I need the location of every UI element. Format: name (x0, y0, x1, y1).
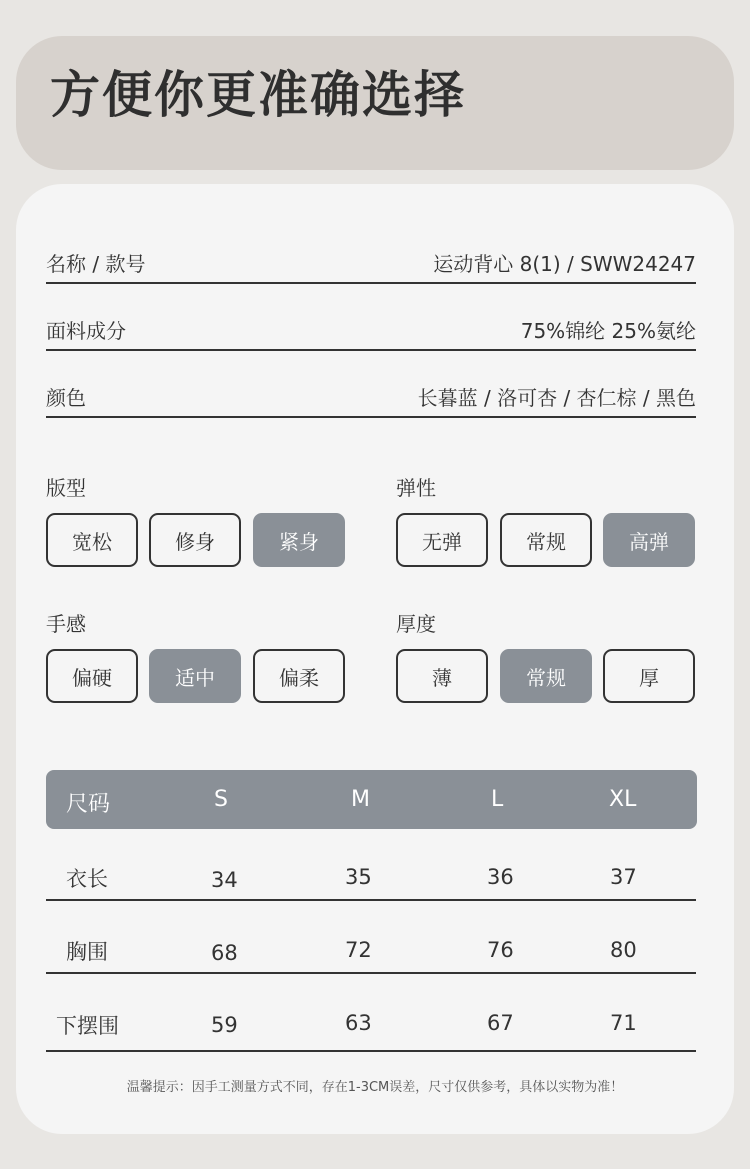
elasticity-option-normal: 常规 (500, 513, 592, 567)
table-cell: 63 (345, 1011, 372, 1035)
thickness-option-thick: 厚 (603, 649, 695, 703)
thickness-option-normal: 常规 (500, 649, 592, 703)
table-cell: 68 (211, 941, 238, 965)
header-cell: L (491, 787, 504, 812)
table-cell: 36 (487, 865, 514, 889)
table-row (46, 827, 696, 901)
row-label: 衣长 (66, 867, 108, 891)
table-cell: 76 (487, 938, 514, 962)
table-cell: 72 (345, 938, 372, 962)
info-value: 长暮蓝 / 洛可杏 / 杏仁棕 / 黑色 (417, 386, 696, 410)
header-cell: M (351, 787, 370, 812)
info-key: 颜色 (46, 386, 86, 410)
fit-label: 版型 (46, 476, 86, 500)
fit-option-slim: 修身 (149, 513, 241, 567)
header-cell: 尺码 (66, 792, 111, 817)
size-table-header (46, 770, 697, 829)
table-row (46, 978, 696, 1052)
hand-feel-label: 手感 (46, 612, 86, 636)
table-cell: 37 (610, 865, 637, 889)
elasticity-option-none: 无弹 (396, 513, 488, 567)
row-label: 胸围 (66, 940, 108, 964)
fit-option-loose: 宽松 (46, 513, 138, 567)
info-value: 运动背心 8(1) / SWW24247 (433, 252, 696, 276)
table-row (46, 900, 696, 974)
elasticity-option-high: 高弹 (603, 513, 695, 567)
measurement-note: 温馨提示：因手工测量方式不同，存在1-3CM误差，尺寸仅供参考，具体以实物为准！ (126, 1080, 624, 1095)
info-key: 面料成分 (46, 319, 126, 343)
hand-feel-option-hard: 偏硬 (46, 649, 138, 703)
hand-feel-option-soft: 偏柔 (253, 649, 345, 703)
info-key: 名称 / 款号 (46, 252, 146, 276)
table-cell: 80 (610, 938, 637, 962)
thickness-label: 厚度 (396, 612, 436, 636)
row-label: 下摆围 (56, 1014, 119, 1038)
elasticity-label: 弹性 (396, 476, 436, 500)
info-value: 75%锦纶 25%氨纶 (520, 319, 696, 343)
table-cell: 59 (211, 1013, 238, 1037)
hand-feel-option-medium: 适中 (149, 649, 241, 703)
table-cell: 35 (345, 865, 372, 889)
info-row-name (46, 248, 696, 284)
table-cell: 67 (487, 1011, 514, 1035)
table-cell: 34 (211, 868, 238, 892)
page-title: 方便你更准确选择 (50, 66, 466, 124)
fit-option-tight: 紧身 (253, 513, 345, 567)
table-cell: 71 (610, 1011, 637, 1035)
info-row-color (46, 382, 696, 418)
info-row-fabric (46, 315, 696, 351)
thickness-option-thin: 薄 (396, 649, 488, 703)
header-cell: S (214, 787, 228, 812)
header-cell: XL (609, 787, 637, 812)
